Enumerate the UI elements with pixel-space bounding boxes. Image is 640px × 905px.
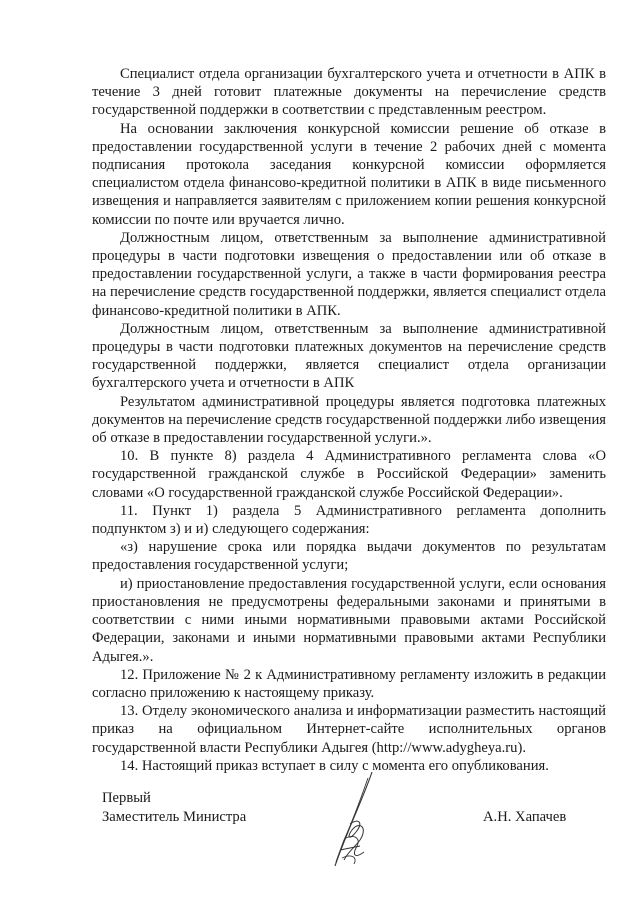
paragraph: 14. Настоящий приказ вступает в силу с момента его опубликования. bbox=[120, 757, 549, 774]
paragraph: 11. Пункт 1) раздела 5 Административного регламента дополнить подпунктом з) и и) следующего содержания: bbox=[92, 502, 606, 538]
paragraph: Должностным лицом, ответственным за выполнение административной процедуры в части подготовки извещения о предоставлении или об отказе в предоставлении государственной услуги, а также в части формирования реестра на перечисление средств государственной поддержки, является специалист отдела финансово-кредитной политики в АПК. bbox=[92, 229, 606, 319]
paragraph: 10. В пункте 8) раздела 4 Административного регламента слова «О государственной гражданской службе в Российской Федерации» заменить словами «О государственной гражданской службе Российской Федерации». bbox=[92, 448, 606, 501]
signatory-title-line2: Заместитель Министра bbox=[102, 809, 247, 825]
paragraph: «з) нарушение срока или порядка выдачи документов по результатам предоставления государственной услуги; bbox=[92, 539, 606, 574]
paragraph: 13. Отделу экономического анализа и информатизации разместить настоящий приказ на официальном Интернет-сайте исполнительных органов государственной власти Республики Адыгея (http://www.adygheya.ru). bbox=[92, 703, 606, 756]
paragraph: Должностным лицом, ответственным за выполнение административной процедуры в части подготовки платежных документов на перечисление средств государственной поддержки, является специалист отдела организации бухгалтерского учета и отчетности в АПК bbox=[92, 320, 606, 392]
document-body bbox=[92, 65, 606, 775]
signatory-title bbox=[102, 789, 246, 827]
signatory-name: А.Н. Хапачев bbox=[483, 809, 567, 825]
paragraph: Специалист отдела организации бухгалтерского учета и отчетности в АПК в течение 3 дней готовит платежные документы на перечисление средств государственной поддержки в соответствии с представленным реестром. bbox=[92, 66, 606, 119]
paragraph: и) приостановление предоставления государственной услуги, если основания приостановления не предусмотрены федеральными законами и принятыми в соответствии с ними иными нормативными правовыми актами Российской Федерации, законами и иными нормативными правовыми актами Республики Адыгея.». bbox=[92, 575, 606, 665]
paragraph: Результатом административной процедуры является подготовка платежных документов на перечисление средств государственной поддержки либо извещения об отказе в предоставлении государственной услуги.». bbox=[92, 393, 606, 447]
handwritten-signature bbox=[326, 768, 386, 872]
paragraph: На основании заключения конкурсной комиссии решение об отказе в предоставлении государственной услуги в течение 2 рабочих дней с момента подписания протокола заседания конкурсной комиссии оформляется специалистом отдела финансово-кредитной политики в АПК в виде письменного извещения и направляется заявителям с приложением копии решения конкурсной комиссии по почте или вручается лично. bbox=[92, 120, 606, 228]
signatory-title-line1: Первый bbox=[102, 790, 151, 806]
paragraph: 12. Приложение № 2 к Административному регламенту изложить в редакции согласно приложению к настоящему приказу. bbox=[92, 666, 606, 701]
